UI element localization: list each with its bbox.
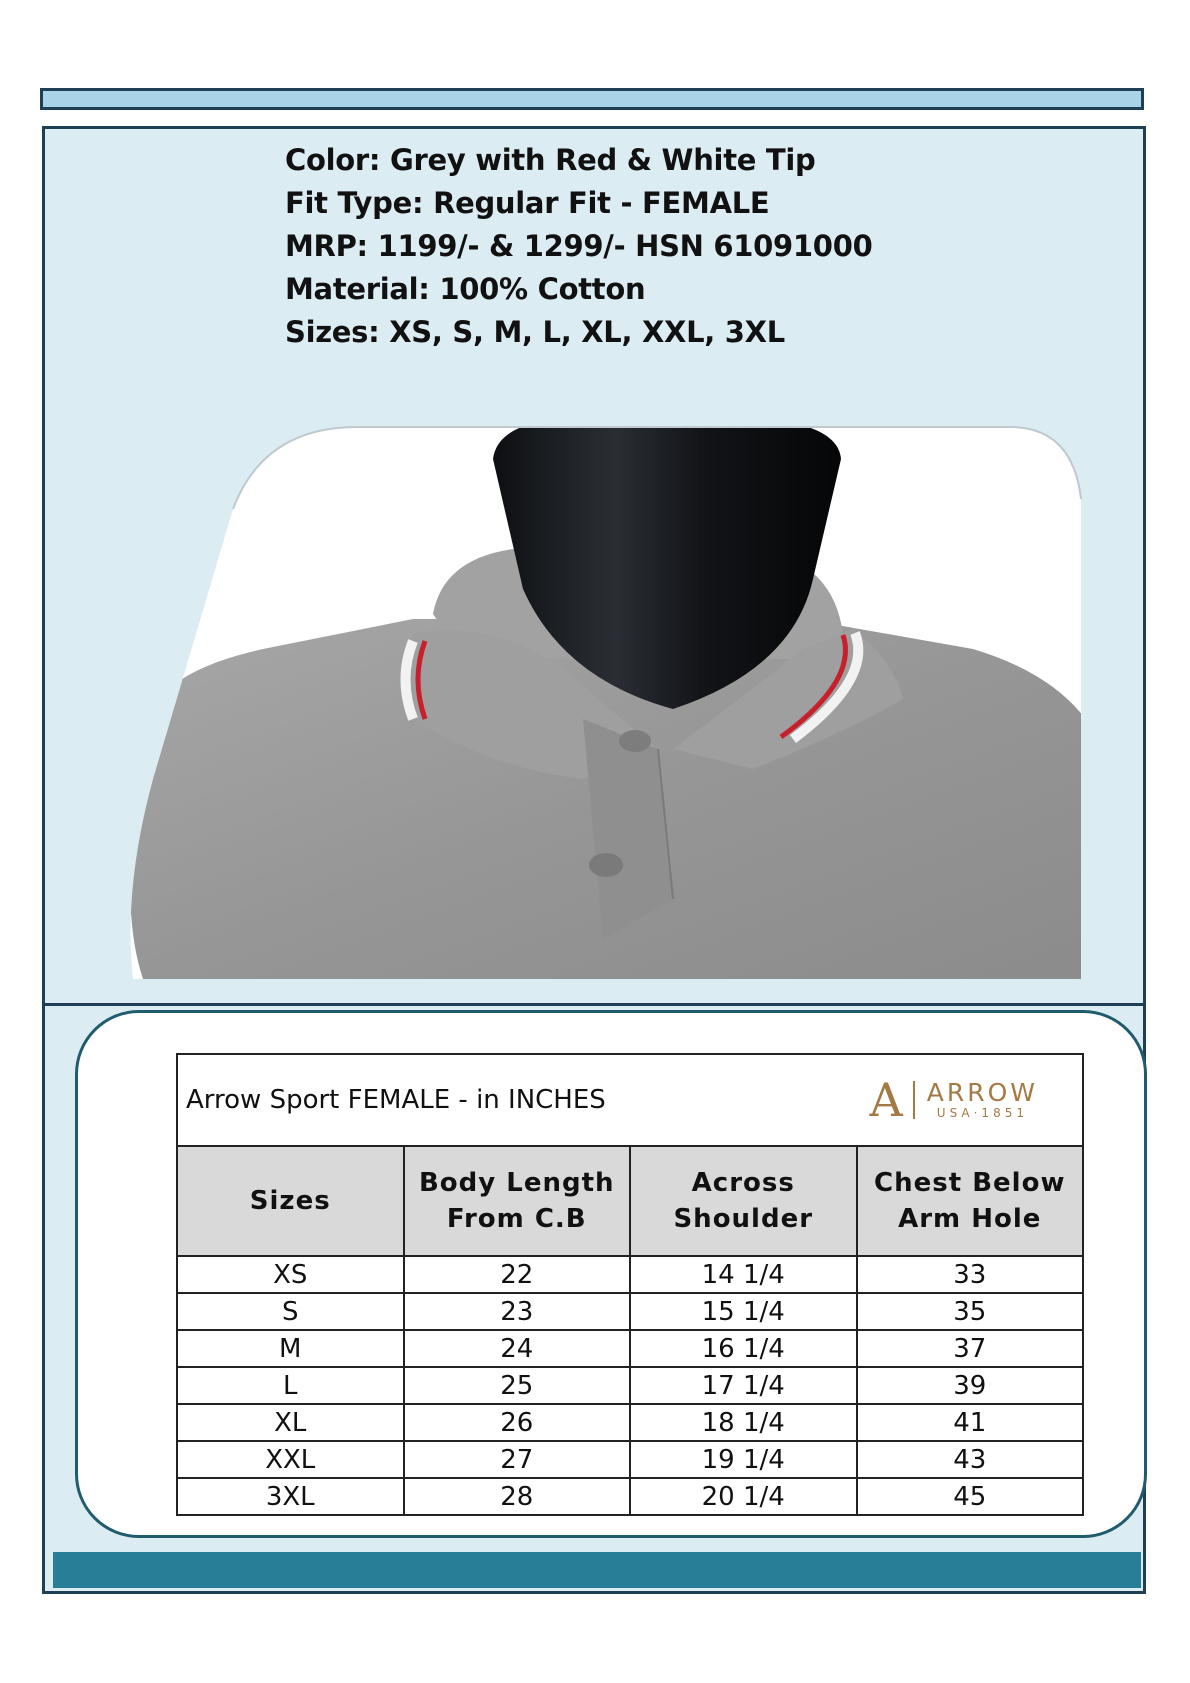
product-specs — [285, 139, 872, 354]
size-chart-title: Arrow Sport FEMALE - in INCHES — [186, 1085, 606, 1115]
table-row — [177, 1404, 1083, 1441]
table-row — [177, 1256, 1083, 1293]
cell-chest: 39 — [857, 1367, 1084, 1404]
size-chart-table — [176, 1053, 1084, 1516]
table-row — [177, 1293, 1083, 1330]
spec-mrp: MRP: 1199/- & 1299/- HSN 61091000 — [285, 229, 873, 263]
top-accent-bar — [40, 88, 1144, 110]
size-chart-card — [75, 1010, 1147, 1538]
header-sizes: Sizes — [177, 1146, 404, 1256]
cell-chest: 43 — [857, 1441, 1084, 1478]
logo-sub: USA·1851 — [936, 1106, 1028, 1120]
cell-chest: 33 — [857, 1256, 1084, 1293]
cell-body-length: 22 — [404, 1256, 631, 1293]
cell-body-length: 28 — [404, 1478, 631, 1515]
header-across-shoulder: Across Shoulder — [630, 1146, 857, 1256]
button-icon — [619, 730, 651, 752]
cell-across-shoulder: 15 1/4 — [630, 1293, 857, 1330]
cell-across-shoulder: 16 1/4 — [630, 1330, 857, 1367]
cell-size: L — [177, 1367, 404, 1404]
cell-size: S — [177, 1293, 404, 1330]
table-row — [177, 1441, 1083, 1478]
cell-size: M — [177, 1330, 404, 1367]
spec-color: Color: Grey with Red & White Tip — [285, 143, 816, 177]
cell-size: 3XL — [177, 1478, 404, 1515]
cell-body-length: 25 — [404, 1367, 631, 1404]
cell-across-shoulder: 20 1/4 — [630, 1478, 857, 1515]
cell-across-shoulder: 17 1/4 — [630, 1367, 857, 1404]
cell-chest: 35 — [857, 1293, 1084, 1330]
cell-chest: 45 — [857, 1478, 1084, 1515]
logo-divider — [913, 1081, 915, 1119]
cell-body-length: 24 — [404, 1330, 631, 1367]
spec-material: Material: 100% Cotton — [285, 272, 646, 306]
button-icon — [589, 853, 623, 877]
spec-fit-type: Fit Type: Regular Fit - FEMALE — [285, 186, 770, 220]
arrow-logo-mark: A — [869, 1073, 903, 1127]
bottom-accent-bar — [53, 1552, 1141, 1588]
table-row — [177, 1478, 1083, 1515]
cell-size: XL — [177, 1404, 404, 1441]
arrow-logo — [869, 1073, 1038, 1127]
table-row — [177, 1330, 1083, 1367]
cell-size: XXL — [177, 1441, 404, 1478]
cell-across-shoulder: 14 1/4 — [630, 1256, 857, 1293]
product-photo — [113, 419, 1113, 979]
cell-body-length: 27 — [404, 1441, 631, 1478]
polo-collar-illustration — [113, 419, 1113, 979]
cell-chest: 37 — [857, 1330, 1084, 1367]
logo-name: ARROW — [926, 1078, 1038, 1107]
table-row — [177, 1367, 1083, 1404]
size-chart-panel — [42, 1006, 1146, 1594]
header-chest: Chest Below Arm Hole — [857, 1146, 1084, 1256]
cell-body-length: 23 — [404, 1293, 631, 1330]
size-chart-title-cell — [177, 1054, 1083, 1146]
spec-sizes: Sizes: XS, S, M, L, XL, XXL, 3XL — [285, 315, 785, 349]
header-row — [177, 1146, 1083, 1256]
cell-chest: 41 — [857, 1404, 1084, 1441]
product-info-panel — [42, 126, 1146, 1006]
logo-wordmark — [927, 1080, 1038, 1120]
cell-body-length: 26 — [404, 1404, 631, 1441]
cell-across-shoulder: 19 1/4 — [630, 1441, 857, 1478]
cell-across-shoulder: 18 1/4 — [630, 1404, 857, 1441]
cell-size: XS — [177, 1256, 404, 1293]
header-body-length: Body Length From C.B — [404, 1146, 631, 1256]
